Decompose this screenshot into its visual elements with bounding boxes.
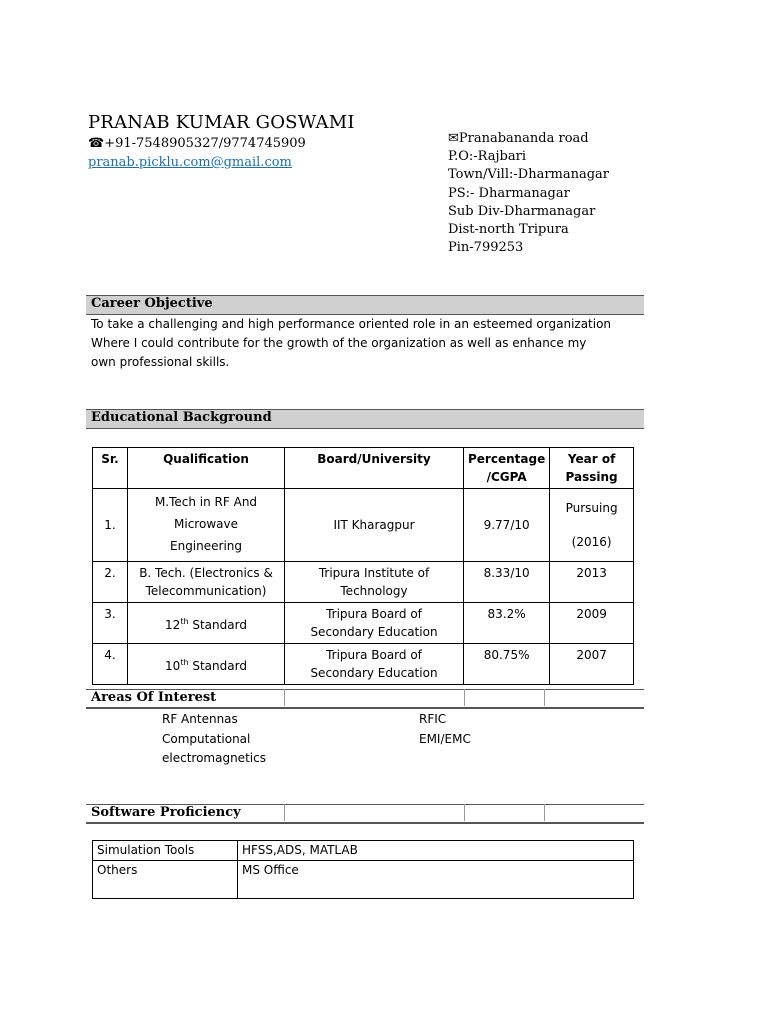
education-heading: Educational Background — [91, 410, 272, 425]
header-board: Board/University — [285, 448, 464, 489]
header-sr: Sr. — [93, 448, 128, 489]
software-category: Simulation Tools — [93, 841, 238, 861]
address-town: Town/Vill:-Dharmanagar — [448, 167, 610, 182]
row-percentage: 80.75% — [464, 644, 550, 685]
software-table — [92, 840, 634, 899]
table-row — [93, 489, 634, 562]
row-percentage: 8.33/10 — [464, 562, 550, 603]
career-objective-line-2: Where I could contribute for the growth of the organization as well as enhance my — [91, 336, 587, 350]
row-percentage: 83.2% — [464, 603, 550, 644]
software-tools: MS Office — [238, 861, 634, 899]
row-qualification: B. Tech. (Electronics & Telecommunication) — [128, 562, 285, 603]
row-year: 2007 — [550, 644, 634, 685]
career-objective-heading: Career Objective — [91, 296, 213, 311]
address-pin: Pin-799253 — [448, 240, 524, 255]
row-qualification: 12th Standard — [128, 603, 285, 644]
table-row — [93, 562, 634, 603]
row-board: Tripura Board of Secondary Education — [285, 644, 464, 685]
candidate-name: PRANAB KUMAR GOSWAMI — [88, 112, 355, 133]
row-board: Tripura Board of Secondary Education — [285, 603, 464, 644]
table-row — [93, 861, 634, 899]
divider — [284, 689, 285, 706]
software-category: Others — [93, 861, 238, 899]
table-row — [93, 841, 634, 861]
header-qualification: Qualification — [128, 448, 285, 489]
header-percentage: Percentage /CGPA — [464, 448, 550, 489]
interest-item: electromagnetics — [162, 751, 266, 765]
address-subdiv: Sub Div-Dharmanagar — [448, 204, 596, 219]
row-year: 2009 — [550, 603, 634, 644]
address-district: Dist-north Tripura — [448, 222, 569, 237]
interest-item: EMI/EMC — [419, 732, 471, 746]
table-header-row — [93, 448, 634, 489]
table-row — [93, 603, 634, 644]
row-qualification: M.Tech in RF And Microwave Engineering — [128, 489, 285, 562]
row-board: Tripura Institute of Technology — [285, 562, 464, 603]
divider — [544, 689, 545, 706]
interest-item: RFIC — [419, 712, 447, 726]
interest-item: RF Antennas — [162, 712, 238, 726]
phone-number: ☎+91-7548905327/9774745909 — [88, 136, 306, 151]
divider — [464, 804, 465, 821]
divider — [544, 804, 545, 821]
header-year: Year of Passing — [550, 448, 634, 489]
row-percentage: 9.77/10 — [464, 489, 550, 562]
row-sr: 4. — [93, 644, 128, 685]
row-year: Pursuing (2016) — [550, 489, 634, 562]
email-link[interactable]: pranab.picklu.com@gmail.com — [88, 155, 292, 170]
software-heading: Software Proficiency — [91, 805, 241, 820]
row-sr: 1. — [93, 489, 128, 562]
row-sr: 3. — [93, 603, 128, 644]
career-objective-line-1: To take a challenging and high performance oriented role in an esteemed organization — [91, 317, 612, 331]
education-table — [92, 447, 634, 685]
table-row — [93, 644, 634, 685]
address-po: P.O:-Rajbari — [448, 149, 526, 164]
career-objective-line-3: own professional skills. — [91, 355, 230, 369]
address-street: ✉Pranabananda road — [448, 131, 589, 146]
interest-item: Computational — [162, 732, 251, 746]
interests-heading: Areas Of Interest — [91, 690, 217, 705]
software-tools: HFSS,ADS, MATLAB — [238, 841, 634, 861]
divider — [464, 689, 465, 706]
divider — [284, 804, 285, 821]
row-sr: 2. — [93, 562, 128, 603]
row-board: IIT Kharagpur — [285, 489, 464, 562]
row-qualification: 10th Standard — [128, 644, 285, 685]
row-year: 2013 — [550, 562, 634, 603]
address-ps: PS:- Dharmanagar — [448, 186, 570, 201]
